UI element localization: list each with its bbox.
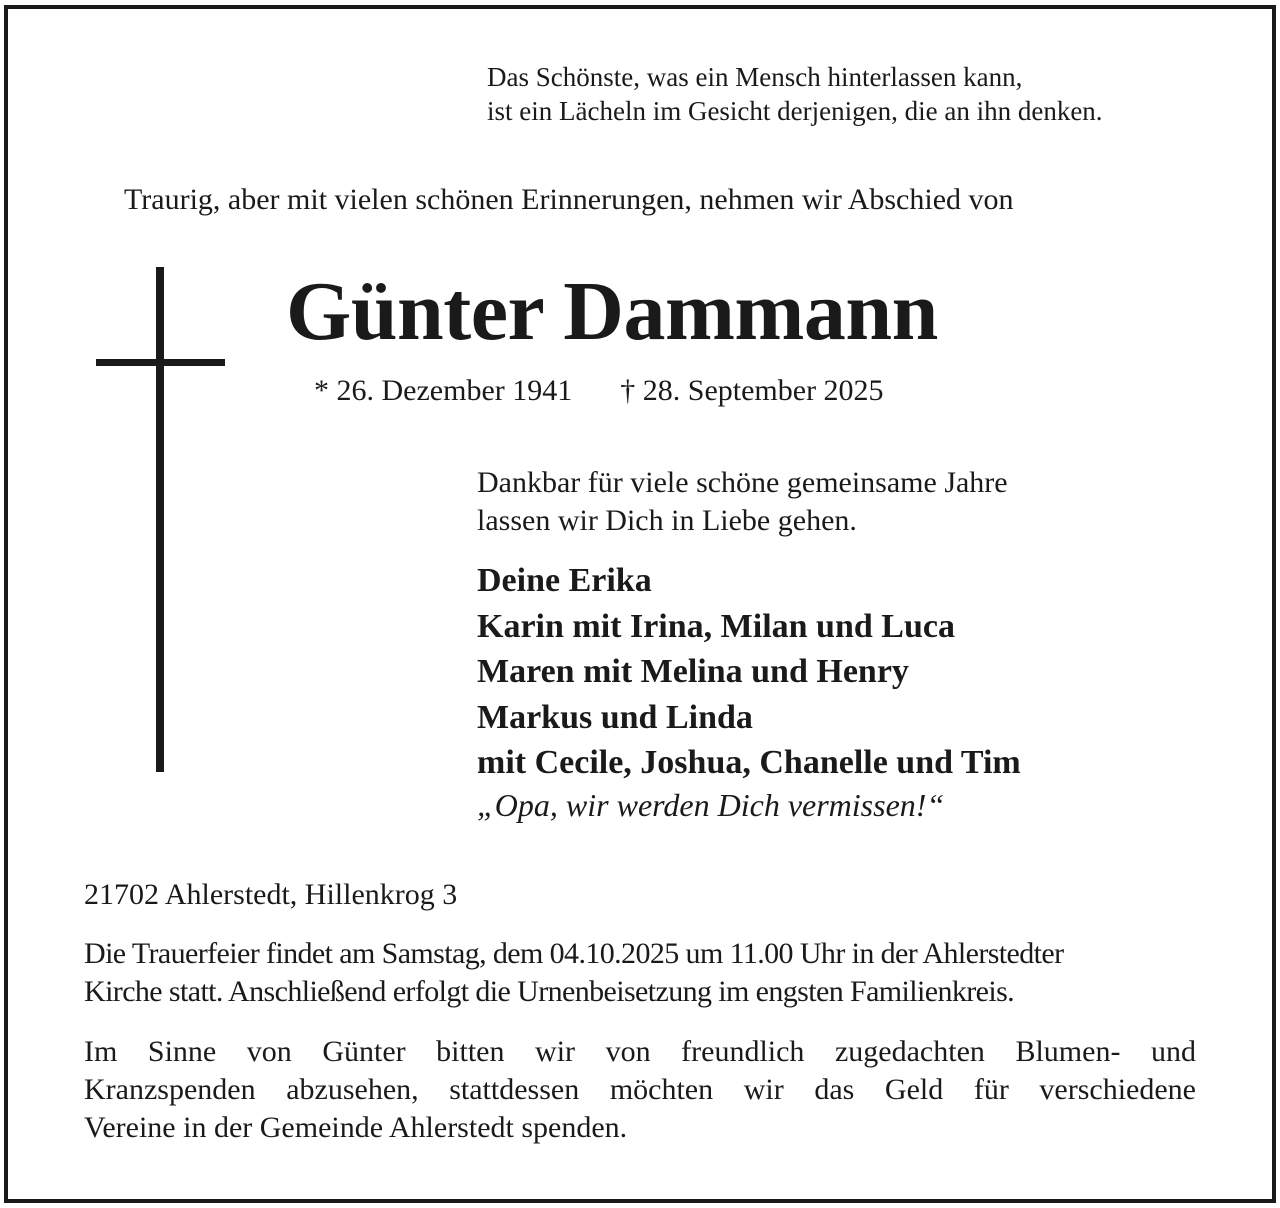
life-dates (314, 372, 884, 410)
thanks-line: lassen wir Dich in Liebe gehen. (477, 504, 857, 537)
family-list (477, 558, 1021, 786)
thanks-text (477, 464, 1008, 540)
motto-line: Das Schönste, was ein Mensch hinterlassen kann, (487, 62, 1023, 92)
address: 21702 Ahlerstedt, Hillenkrog 3 (84, 878, 458, 911)
family-member: Deine Erika (477, 562, 652, 599)
motto-quote (487, 60, 1103, 128)
cross-icon (156, 267, 164, 772)
ceremony-line: Kirche statt. Anschließend erfolgt die Urnenbeisetzung im engsten Familienkreis. (84, 975, 1015, 1008)
motto-line: ist ein Lächeln im Gesicht derjenigen, die an ihn denken. (487, 96, 1103, 126)
family-member: Karin mit Irina, Milan und Luca (477, 607, 955, 645)
donation-line: Im Sinne von Günter bitten wir von freundlich zugedachten Blumen- und (84, 1035, 1196, 1068)
death-date: † 28. September 2025 (620, 374, 884, 407)
birth-date: * 26. Dezember 1941 (314, 374, 573, 407)
deceased-name: Günter Dammann (286, 265, 938, 358)
intro-text: Traurig, aber mit vielen schönen Erinnerungen, nehmen wir Abschied von (124, 183, 1014, 216)
donation-paragraph (84, 1033, 1196, 1147)
ceremony-paragraph (84, 935, 1196, 1011)
donation-line: Vereine in der Gemeinde Ahlerstedt spenden. (84, 1111, 628, 1144)
ceremony-line: Die Trauerfeier findet am Samstag, dem 04.10.2025 um 11.00 Uhr in der Ahlerstedter (84, 937, 1064, 970)
cross-icon-bar (96, 359, 225, 366)
family-member: mit Cecile, Joshua, Chanelle und Tim (477, 744, 1021, 781)
thanks-line: Dankbar für viele schöne gemeinsame Jahre (477, 466, 1008, 499)
family-member: Markus und Linda (477, 698, 753, 736)
grandchildren-quote: „Opa, wir werden Dich vermissen!“ (477, 787, 945, 823)
family-member: Maren mit Melina und Henry (477, 653, 909, 690)
donation-line: Kranzspenden abzusehen, stattdessen möchten wir das Geld für verschiedene (84, 1073, 1196, 1106)
